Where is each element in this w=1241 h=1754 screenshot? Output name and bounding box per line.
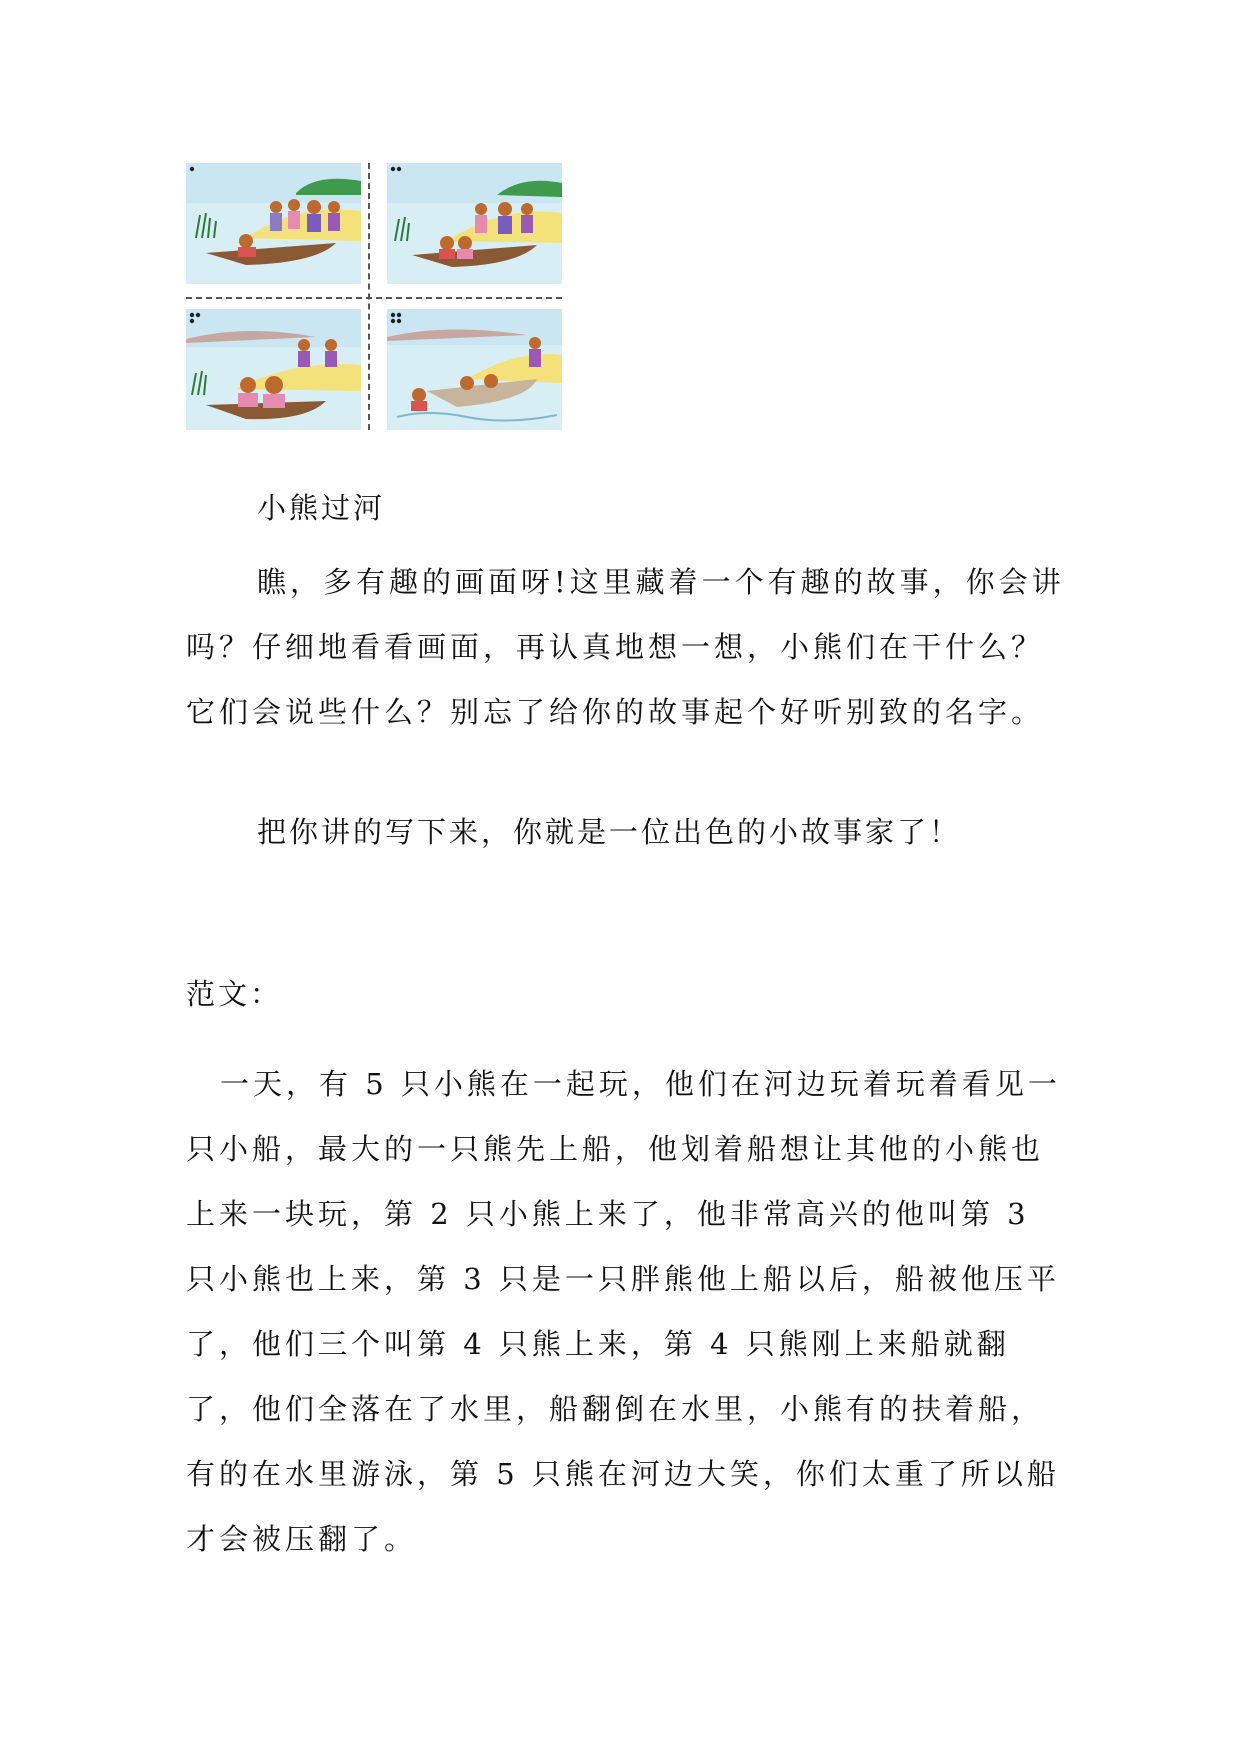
comic-panel-1 [186,163,361,284]
instruction-paragraph: 把你讲的写下来，你就是一位出色的小故事家了！ [257,815,962,849]
sample-essay-label: 范文： [186,977,283,1011]
sample-essay-text: 一天，有 5 只小熊在一起玩，他们在河边玩着玩着看见一只小船，最大的一只熊先上船，他划着船想让其他的小熊也上来一块玩，第 2 只小熊上来了，他非常高兴的他叫第 3 只小熊也上来，第 3 只是一只胖熊他上船以后，船被他压平了，他们三个叫第 4 只熊上来，第 4 只熊刚上来船就翻了，他们全落在了水里，船翻倒在水里，小熊有的扶着船，有的在水里游泳，第 5 只熊在河边大笑，你们太重了所以船才会被压翻了。 [186,1067,1061,1556]
comic-panel-4 [387,309,562,430]
story-title: 小熊过河 [257,491,386,525]
comic-panel-3 [186,309,361,430]
one-dot-icon [190,167,194,171]
comic-illustration [186,163,562,430]
panel-divider-horizontal [186,297,562,299]
comic-panel-2 [387,163,562,284]
prompt-paragraph: 瞧，多有趣的画面呀!这里藏着一个有趣的故事，你会讲吗？仔细地看看画面，再认真地想一想，小熊们在干什么？它们会说些什么？别忘了给你的故事起个好听别致的名字。 [186,565,1065,729]
